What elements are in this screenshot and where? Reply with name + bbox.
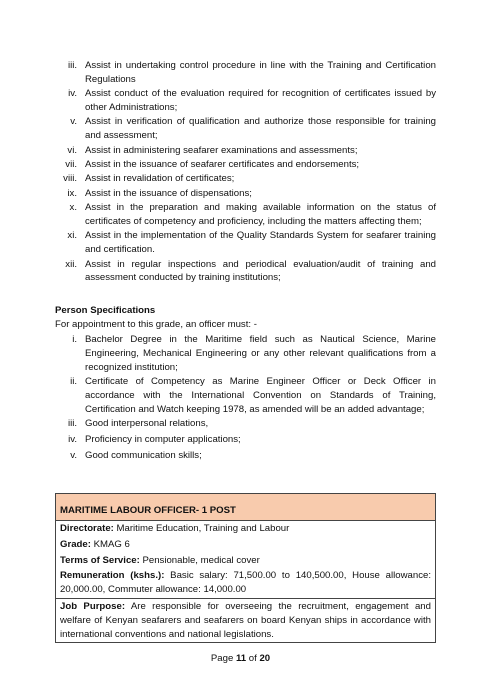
list-item — [55, 172, 436, 186]
item-text: Proficiency in computer applications; — [85, 434, 241, 446]
list-item — [55, 417, 436, 431]
item-text: Assist in the preparation and making available information on the status of certificates of competency and proficiency, including the matters affecting them; — [85, 202, 436, 227]
list-item — [55, 158, 436, 172]
page-total: 20 — [259, 653, 271, 664]
list-item — [55, 229, 436, 257]
item-text: Bachelor Degree in the Maritime field such as Nautical Science, Marine Engineering, Mechanical Engineering or any other relevant qualifications from a recognized institution; — [85, 334, 436, 373]
item-number: vi. — [67, 144, 77, 156]
remuneration-value: Basic salary: 71,500.00 to 140,500.00, House allowance: 20,000.00, Commuter allowance: 14,000.00 — [60, 570, 431, 596]
section-intro: For appointment to this grade, an officer must: - — [55, 319, 257, 330]
item-number: i. — [72, 334, 77, 345]
terms-label: Terms of Service: — [60, 554, 140, 566]
list-item — [55, 433, 436, 447]
item-number: iv. — [68, 434, 77, 446]
item-text: Assist in undertaking control procedure in line with the Training and Certification Regulations — [85, 60, 436, 85]
item-number: v. — [70, 116, 77, 128]
directorate-label: Directorate: — [60, 523, 114, 534]
terms-value: Pensionable, medical cover — [139, 554, 260, 566]
job-details-box — [55, 493, 436, 643]
page-current: 11 — [235, 653, 247, 664]
grade-label: Grade: — [60, 538, 91, 550]
job-purpose-row — [56, 599, 435, 642]
item-text: Assist in regular inspections and periodical evaluation/audit of training and assessment conducted by training institutions; — [85, 258, 436, 284]
page-footer — [0, 653, 481, 664]
item-text: Assist in revalidation of certificates; — [85, 173, 235, 185]
item-number: xi. — [67, 230, 77, 242]
item-text: Assist in the issuance of dispensations; — [85, 187, 252, 199]
item-text: Good communication skills; — [85, 450, 202, 462]
list-item — [55, 144, 436, 158]
item-number: v. — [70, 450, 77, 462]
person-spec-list — [55, 333, 436, 464]
list-item — [55, 187, 436, 201]
list-item — [55, 201, 436, 229]
job-purpose-value: Are responsible for overseeing the recruitment, engagement and welfare of Kenyan seafarers and seafarers on board Kenyan ships in accordance with international conventions and national legislations. — [60, 600, 431, 640]
item-number: ii. — [70, 375, 77, 387]
item-number: iii. — [67, 60, 77, 71]
item-number: vii. — [65, 158, 77, 170]
item-number: ix. — [67, 187, 77, 199]
section-heading: Person Specifications — [55, 305, 156, 316]
job-title: MARITIME LABOUR OFFICER- 1 POST — [56, 494, 435, 521]
item-number: iv. — [68, 88, 77, 100]
item-number: x. — [69, 202, 77, 214]
duties-list — [55, 59, 436, 286]
item-number: xii. — [65, 258, 77, 270]
item-text: Good interpersonal relations, — [85, 417, 209, 429]
directorate-row — [56, 521, 435, 537]
grade-value: KMAG 6 — [90, 538, 130, 550]
list-item — [55, 375, 436, 416]
remuneration-label: Remuneration (kshs.): — [60, 570, 165, 582]
item-text: Assist in administering seafarer examinations and assessments; — [85, 144, 358, 156]
page-prefix: Page — [210, 653, 236, 664]
list-item — [55, 258, 436, 286]
list-item — [55, 333, 436, 374]
item-text: Assist in verification of qualification and authorize those responsible for training and assessment; — [85, 116, 436, 142]
job-purpose-label: Job Purpose: — [60, 600, 126, 612]
page-middle: of — [246, 653, 260, 664]
item-text: Assist in the issuance of seafarer certificates and endorsements; — [85, 158, 360, 170]
item-text: Assist conduct of the evaluation required for recognition of certificates issued by other Administrations; — [85, 88, 436, 113]
item-text: Certificate of Competency as Marine Engineer Officer or Deck Officer in accordance with the International Convention on Standards of Training, Certification and Watch keeping 1978, as amended will be an added advantage; — [85, 375, 436, 415]
item-text: Assist in the implementation of the Quality Standards System for seafarer training and certification. — [85, 230, 436, 256]
item-number: iii. — [67, 417, 77, 429]
list-item — [55, 115, 436, 143]
grade-row — [56, 537, 435, 553]
terms-row — [56, 553, 435, 569]
item-number: viii. — [63, 173, 77, 185]
list-item — [55, 449, 436, 463]
remuneration-row — [56, 568, 435, 599]
list-item — [55, 59, 436, 87]
list-item — [55, 87, 436, 115]
directorate-value: Maritime Education, Training and Labour — [113, 523, 290, 534]
